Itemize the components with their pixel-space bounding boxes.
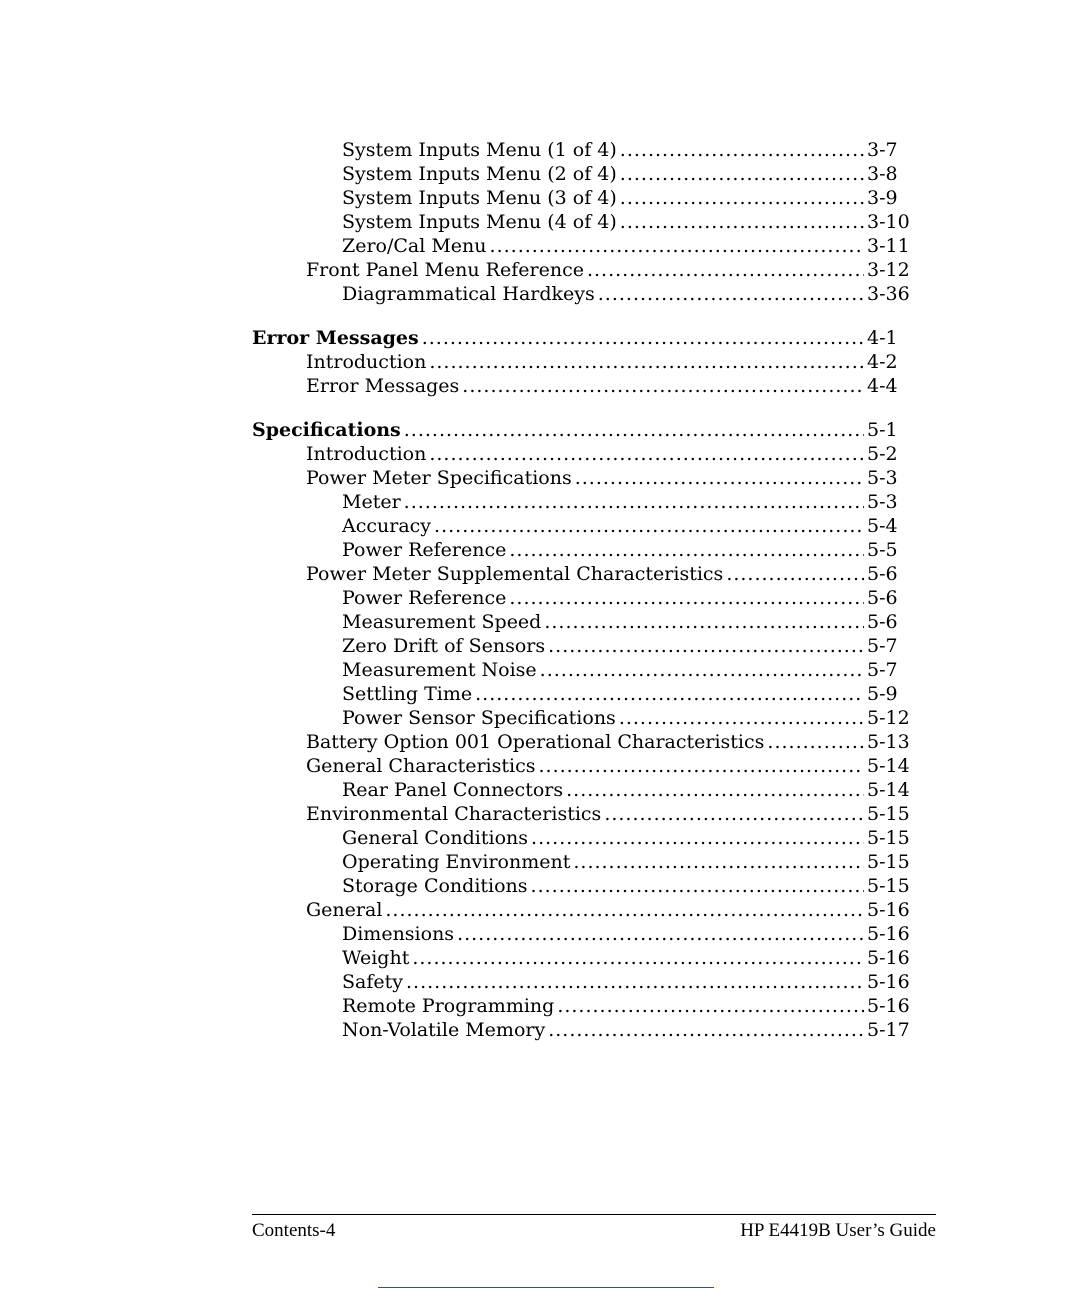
dot-leader	[404, 418, 864, 442]
footer-guide-title: HP E4419B User’s Guide	[740, 1220, 936, 1241]
toc-entry-page: 4-4	[867, 375, 898, 397]
toc-entry[interactable]	[252, 586, 917, 610]
toc-entry-page: 5-7	[867, 659, 898, 681]
toc-entry-page: 5-15	[867, 803, 910, 825]
dot-leader	[457, 922, 864, 946]
toc-entry-page: 5-4	[867, 515, 898, 537]
toc-entry-title: Power Sensor Specifications	[342, 707, 616, 729]
toc-entry[interactable]	[252, 658, 917, 682]
toc-entry[interactable]	[252, 778, 917, 802]
dot-leader	[475, 682, 864, 706]
page-footer	[252, 1220, 936, 1242]
toc-chapter-entry[interactable]	[252, 418, 917, 442]
dot-leader	[598, 282, 864, 306]
toc-entry[interactable]	[252, 946, 917, 970]
toc-entry-title: Non-Volatile Memory	[342, 1019, 546, 1041]
toc-entry-page: 3-10	[867, 211, 910, 233]
toc-entry-page: 5-16	[867, 899, 910, 921]
toc-entry[interactable]	[252, 922, 917, 946]
toc-entry-page: 5-16	[867, 995, 910, 1017]
dot-leader	[429, 350, 864, 374]
dot-leader	[620, 186, 864, 210]
toc-entry[interactable]	[252, 682, 917, 706]
toc-entry-title: Operating Environment	[342, 851, 571, 873]
toc-entry-page: 5-6	[867, 611, 898, 633]
toc-entry[interactable]	[252, 562, 917, 586]
dot-leader	[429, 442, 864, 466]
toc-entry-page: 5-15	[867, 827, 910, 849]
toc-entry-title: Measurement Speed	[342, 611, 542, 633]
dot-leader	[531, 874, 864, 898]
toc-entry[interactable]	[252, 514, 917, 538]
dot-leader	[462, 374, 864, 398]
toc-entry-title: System Inputs Menu (2 of 4)	[342, 163, 617, 185]
toc-entry-page: 5-5	[867, 539, 898, 561]
table-of-contents	[252, 138, 917, 1042]
toc-entry-title: Zero/Cal Menu	[342, 235, 487, 257]
toc-entry[interactable]	[252, 490, 917, 514]
toc-entry-page: 5-6	[867, 587, 898, 609]
toc-entry-title: General	[306, 899, 383, 921]
toc-entry-title: General Characteristics	[306, 755, 536, 777]
dot-leader	[619, 706, 864, 730]
toc-entry-title: Diagrammatical Hardkeys	[342, 283, 595, 305]
dot-leader	[587, 258, 864, 282]
toc-entry-page: 3-11	[867, 235, 910, 257]
toc-entry-title: Specifications	[252, 419, 401, 441]
dot-leader	[490, 234, 864, 258]
toc-entry-title: System Inputs Menu (4 of 4)	[342, 211, 617, 233]
toc-entry[interactable]	[252, 874, 917, 898]
dot-leader	[767, 730, 864, 754]
toc-entry-title: Error Messages	[252, 327, 419, 349]
toc-entry-title: Power Reference	[342, 587, 507, 609]
toc-entry[interactable]	[252, 826, 917, 850]
toc-entry-page: 5-7	[867, 635, 898, 657]
toc-entry-page: 3-7	[867, 139, 898, 161]
toc-entry-page: 5-15	[867, 875, 910, 897]
toc-entry-title: Remote Programming	[342, 995, 555, 1017]
toc-entry-page: 5-3	[867, 467, 898, 489]
toc-entry-title: Safety	[342, 971, 403, 993]
dot-leader	[544, 610, 864, 634]
toc-entry[interactable]	[252, 634, 917, 658]
toc-entry-page: 5-16	[867, 923, 910, 945]
footer-divider	[252, 1214, 936, 1215]
toc-entry-page: 5-9	[867, 683, 898, 705]
dot-leader	[620, 210, 864, 234]
toc-entry[interactable]	[252, 1018, 917, 1042]
dot-leader	[385, 898, 864, 922]
toc-entry[interactable]	[252, 210, 917, 234]
toc-entry[interactable]	[252, 162, 917, 186]
toc-entry-page: 5-6	[867, 563, 898, 585]
toc-entry-title: Zero Drift of Sensors	[342, 635, 546, 657]
toc-entry-title: Front Panel Menu Reference	[306, 259, 584, 281]
toc-entry-title: Battery Option 001 Operational Characteristics	[306, 731, 765, 753]
toc-entry-page: 3-12	[867, 259, 910, 281]
toc-entry-page: 3-8	[867, 163, 898, 185]
toc-entry[interactable]	[252, 374, 917, 398]
toc-entry[interactable]	[252, 850, 917, 874]
toc-chapter-entry[interactable]	[252, 326, 917, 350]
toc-entry-title: Accuracy	[342, 515, 432, 537]
dot-leader	[406, 970, 864, 994]
toc-entry-page: 5-3	[867, 491, 898, 513]
dot-leader	[412, 946, 864, 970]
toc-entry[interactable]	[252, 610, 917, 634]
toc-entry-page: 3-36	[867, 283, 910, 305]
dot-leader	[540, 658, 864, 682]
dot-leader	[404, 490, 864, 514]
toc-entry-title: Power Meter Specifications	[306, 467, 572, 489]
toc-entry-page: 3-9	[867, 187, 898, 209]
dot-leader	[422, 326, 864, 350]
dot-leader	[726, 562, 864, 586]
toc-entry-page: 5-12	[867, 707, 910, 729]
toc-entry-title: System Inputs Menu (3 of 4)	[342, 187, 617, 209]
toc-entry-title: Storage Conditions	[342, 875, 528, 897]
dot-leader	[557, 994, 864, 1018]
toc-entry[interactable]	[252, 970, 917, 994]
toc-entry[interactable]	[252, 442, 917, 466]
toc-entry[interactable]	[252, 350, 917, 374]
dot-leader	[531, 826, 864, 850]
toc-entry-title: Error Messages	[306, 375, 460, 397]
toc-entry-page: 5-14	[867, 779, 910, 801]
dot-leader	[548, 634, 864, 658]
toc-entry[interactable]	[252, 282, 917, 306]
toc-entry-page: 5-1	[867, 419, 898, 441]
dot-leader	[620, 138, 864, 162]
dot-leader	[509, 586, 864, 610]
toc-entry[interactable]	[252, 466, 917, 490]
toc-entry-title: General Conditions	[342, 827, 529, 849]
toc-entry-page: 4-1	[867, 327, 898, 349]
toc-entry[interactable]	[252, 898, 917, 922]
toc-entry-title: Measurement Noise	[342, 659, 537, 681]
toc-entry[interactable]	[252, 802, 917, 826]
dot-leader	[538, 754, 864, 778]
toc-entry-page: 5-2	[867, 443, 898, 465]
toc-entry-title: Introduction	[306, 443, 427, 465]
dot-leader	[573, 850, 864, 874]
toc-entry-title: Power Meter Supplemental Characteristics	[306, 563, 724, 585]
toc-entry[interactable]	[252, 754, 917, 778]
dot-leader	[566, 778, 864, 802]
toc-entry-title: Weight	[342, 947, 410, 969]
toc-entry-title: Rear Panel Connectors	[342, 779, 564, 801]
toc-entry-page: 5-15	[867, 851, 910, 873]
toc-entry[interactable]	[252, 258, 917, 282]
toc-entry-page: 4-2	[867, 351, 898, 373]
toc-entry-title: Settling Time	[342, 683, 473, 705]
link-underline[interactable]	[378, 1287, 714, 1288]
toc-entry-title: Introduction	[306, 351, 427, 373]
toc-entry[interactable]	[252, 706, 917, 730]
toc-entry-page: 5-14	[867, 755, 910, 777]
toc-entry-page: 5-16	[867, 971, 910, 993]
toc-entry[interactable]	[252, 186, 917, 210]
toc-entry-title: Environmental Characteristics	[306, 803, 602, 825]
toc-entry[interactable]	[252, 730, 917, 754]
dot-leader	[434, 514, 864, 538]
toc-entry-title: Meter	[342, 491, 401, 513]
toc-entry-title: Power Reference	[342, 539, 507, 561]
dot-leader	[509, 538, 864, 562]
dot-leader	[548, 1018, 864, 1042]
toc-entry-page: 5-13	[867, 731, 910, 753]
toc-entry[interactable]	[252, 138, 917, 162]
dot-leader	[604, 802, 864, 826]
toc-entry-page: 5-16	[867, 947, 910, 969]
toc-entry[interactable]	[252, 994, 917, 1018]
toc-entry-page: 5-17	[867, 1019, 910, 1041]
dot-leader	[575, 466, 864, 490]
footer-page-label: Contents-4	[252, 1220, 336, 1241]
toc-entry-title: Dimensions	[342, 923, 455, 945]
toc-entry-title: System Inputs Menu (1 of 4)	[342, 139, 617, 161]
toc-entry[interactable]	[252, 538, 917, 562]
dot-leader	[620, 162, 864, 186]
toc-entry[interactable]	[252, 234, 917, 258]
